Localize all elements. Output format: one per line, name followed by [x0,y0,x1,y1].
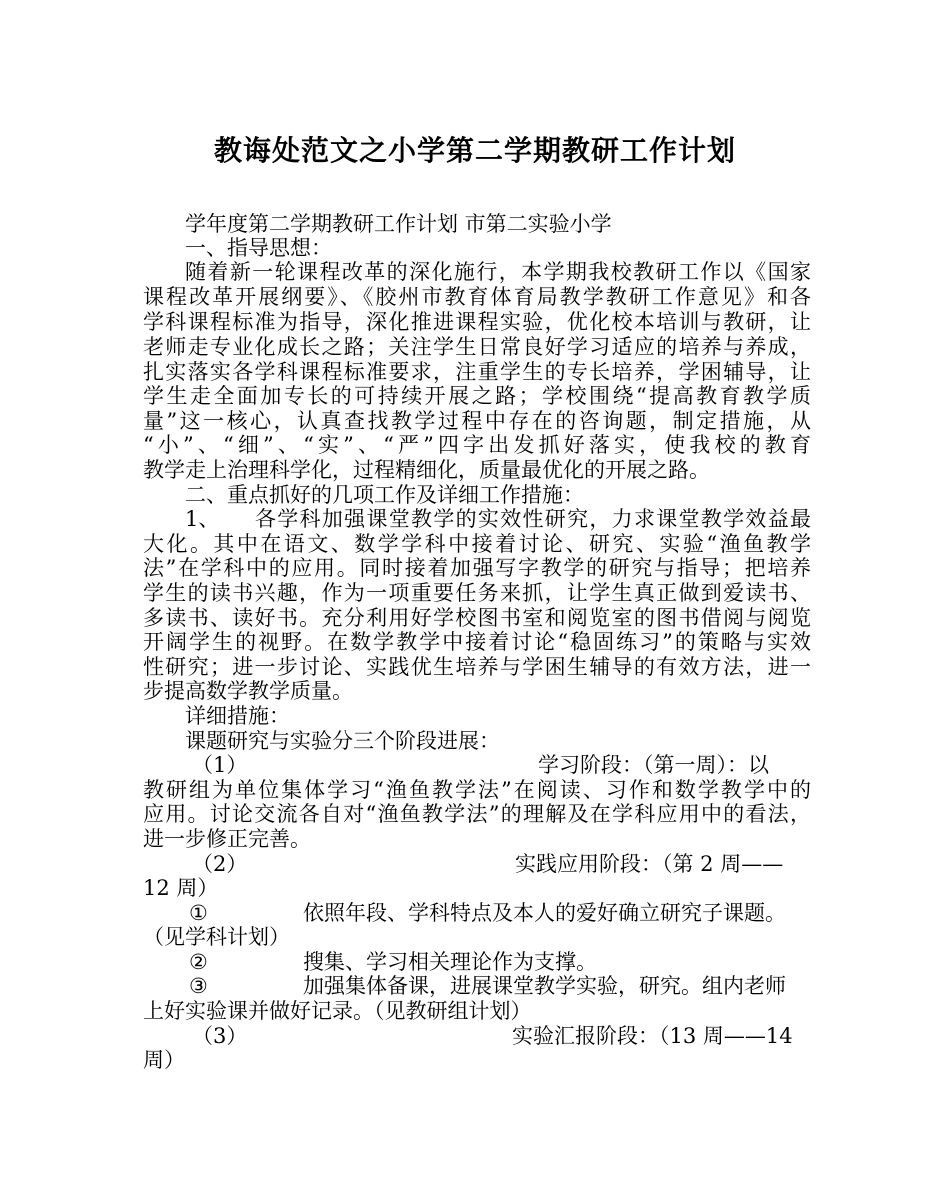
stage-heading-cont: 周） [143,1048,185,1072]
step-text-cont: （见学科计划） [143,925,290,949]
paragraph-line: 学科课程标准为指导，深化推进课程实验，优化校本培训与教研，让 [143,310,811,334]
paragraph-line: 性研究；进一步讨论、实践优生培养与学困生辅导的有效方法，进一 [143,655,811,679]
paragraph-line: 多读书、读好书。充分利用好学校图书室和阅览室的图书借阅与阅览 [143,606,811,630]
stage-heading: 实验汇报阶段：（13 周——14 [512,1024,793,1048]
paragraph-line: 教学走上治理科学化，过程精细化，质量最优化的开展之路。 [143,458,710,482]
paragraph-line: 开阔学生的视野。在数学教学中接着讨论“稳固练习”的策略与实效 [143,630,811,654]
stage-number: （2） [192,852,248,876]
stage-heading: 学习阶段：（第一周）：以 [538,753,769,777]
paragraph-line: 学生走全面加专长的可持续开展之路；学校围绕“提高教育教学质 [143,384,811,408]
paragraph-line: 随着新一轮课程改革的深化施行，本学期我校教研工作以《国家 [185,260,811,284]
paragraph-line: “小”、“细”、“实”、“严”四字出发抓好落实，使我校的教育 [143,433,811,457]
paragraph-line: 扎实落实各学科课程标准要求，注重学生的专长培养，学困辅导，让 [143,360,811,384]
item-number: 1、 [185,507,220,531]
step-marker: ① [189,901,208,925]
section-heading-1: 一、指导思想： [185,236,332,260]
paragraph-line: 大化。其中在语文、数学学科中接着讨论、研究、实验“渔鱼教学 [143,532,811,556]
stages-intro: 课题研究与实验分三个阶段进展： [185,729,500,753]
intro-line: 学年度第二学期教研工作计划 市第二实验小学 [185,212,612,236]
paragraph-line: 课程改革开展纲要》、《胶州市教育体育局教学教研工作意见》和各 [143,285,811,309]
step-text: 搜集、学习相关理论作为支撑。 [303,950,597,974]
step-text: 依照年段、学科特点及本人的爱好确立研究子课题。 [303,901,786,925]
paragraph-line: 步提高数学教学质量。 [143,679,353,703]
stage-number: （1） [192,753,248,777]
paragraph-line: 应用。讨论交流各自对“渔鱼教学法”的理解及在学科应用中的看法， [143,802,811,826]
paragraph-line: 学生的读书兴趣，作为一项重要任务来抓，让学生真正做到爱读书、 [143,581,811,605]
stage-heading: 实践应用阶段：（第 2 周—— [515,852,784,876]
paragraph-line: 教研组为单位集体学习“渔鱼教学法”在阅读、习作和数学教学中的 [143,778,811,802]
section-heading-2: 二、重点抓好的几项工作及详细工作措施： [185,483,584,507]
paragraph-line: 法”在学科中的应用。同时接着加强写字教学的研究与指导；把培养 [143,556,811,580]
paragraph-line: 老师走专业化成长之路；关注学生日常良好学习适应的培养与养成， [143,335,811,359]
step-text-cont: 上好实验课并做好记录。（见教研组计划） [143,999,532,1023]
paragraph-line: 进一步修正完善。 [143,827,311,851]
stage-heading-cont: 12 周） [143,876,219,900]
measures-label: 详细措施： [185,704,290,728]
paragraph-line: 各学科加强课堂教学的实效性研究，力求课堂教学效益最 [255,507,811,531]
step-marker: ② [189,950,208,974]
stage-number: （3） [192,1024,248,1048]
document-title: 教诲处范文之小学第二学期教研工作计划 [213,134,736,167]
step-text: 加强集体备课，进展课堂教学实验，研究。组内老师 [303,974,786,998]
paragraph-line: 量”这一核心，认真查找教学过程中存在的咨询题，制定措施，从 [143,409,811,433]
step-marker: ③ [189,974,208,998]
